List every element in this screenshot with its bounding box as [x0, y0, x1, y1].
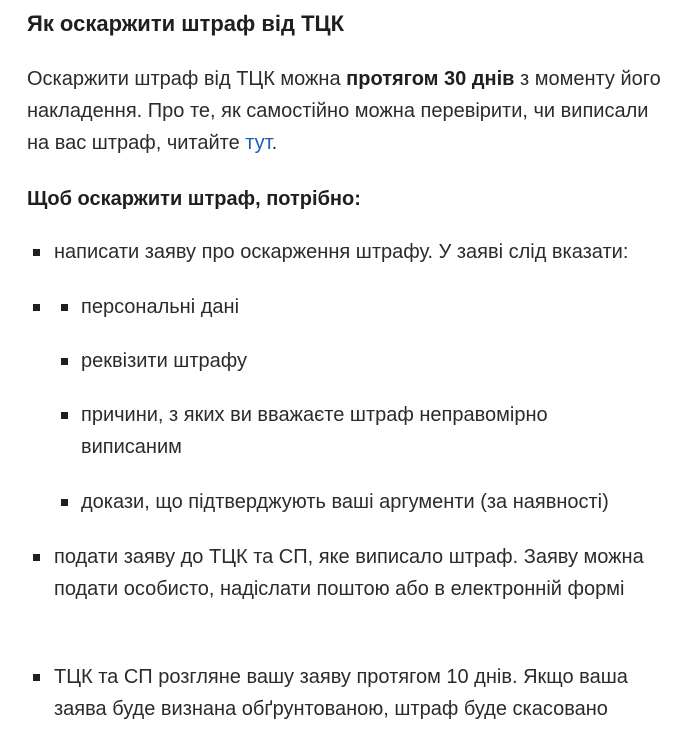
- bullet-icon: [61, 412, 68, 419]
- bullet-icon: [61, 304, 68, 311]
- steps-heading: Щоб оскаржити штраф, потрібно:: [27, 188, 361, 210]
- bullet-icon: [61, 499, 68, 506]
- sub-item-fine-details: реквізити штрафу: [81, 350, 247, 372]
- read-here-link[interactable]: тут: [245, 132, 272, 154]
- bullet-icon: [33, 304, 40, 311]
- intro-text-3: .: [271, 132, 278, 154]
- bullet-icon: [61, 358, 68, 365]
- step-item-3: ТЦК та СП розгляне вашу заяву протягом 10 днів. Якщо ваша заява буде визнана обґрунтованою, штраф буде скасовано: [54, 666, 628, 720]
- step-item-2: подати заяву до ТЦК та СП, яке виписало штраф. Заяву можна подати особисто, надіслати поштою або в електронній формі: [54, 546, 644, 600]
- sub-item-personal-data: персональні дані: [81, 296, 240, 318]
- bullet-icon: [33, 249, 40, 256]
- step-item-1: написати заяву про оскарження штрафу. У заяві слід вказати:: [54, 241, 629, 263]
- article-title: Як оскаржити штраф від ТЦК: [27, 11, 345, 36]
- intro-text-2: з моменту його накладення. Про те, як самостійно можна перевірити, чи виписали на вас штраф, читайте: [27, 68, 661, 154]
- intro-text-1: Оскаржити штраф від ТЦК можна: [27, 68, 347, 90]
- intro-deadline: протягом 30 днів: [346, 68, 515, 90]
- bullet-icon: [33, 554, 40, 561]
- intro-paragraph: [27, 63, 667, 159]
- sub-item-reasons: причини, з яких ви вважаєте штраф неправомірно виписаним: [81, 404, 548, 458]
- bullet-icon: [33, 674, 40, 681]
- sub-item-evidence: докази, що підтверджують ваші аргументи (за наявності): [81, 491, 609, 513]
